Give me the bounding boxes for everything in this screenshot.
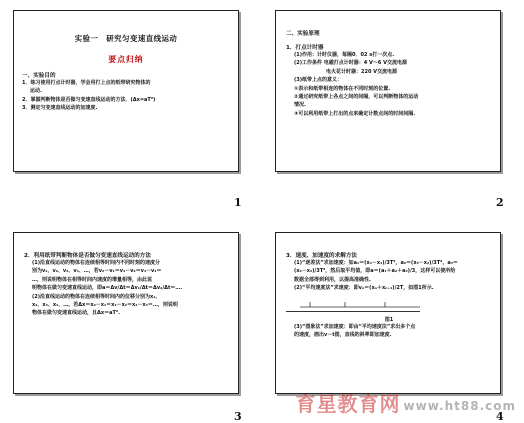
text-line: 明物体在做匀变速直线运动，即a＝Δv/Δt＝Δv₁/Δt＝Δv₂/Δt＝…. (32, 285, 183, 292)
watermark-text: 育星教育网 (295, 392, 401, 416)
text-line: ②通过研究纸带上各点之间的间隔，可以判断物体的运动 (294, 94, 419, 101)
text-line: ①表示和纸带相连的物体在不同时刻的位置. (294, 85, 391, 92)
text-line: 别为v₁、v₂、v₃、v₄、…，若v₂－v₁＝v₃－v₂＝v₄－v₃＝ (32, 268, 162, 275)
tape-diagram (300, 299, 420, 309)
text-line: (1)作用：计时仪器，每隔0．02 s打一次点. (294, 52, 395, 58)
text-line: 运动. (30, 88, 42, 95)
figure-label: 图1 (384, 316, 394, 323)
slide-4 (275, 232, 501, 394)
slide-3 (13, 232, 239, 394)
text-line: 的速度，画出v－t图，直线的斜率即加速度. (294, 332, 392, 339)
text-line: 1．练习使用打点计时器，学会用打上点的纸带研究物体的 (22, 80, 151, 86)
text-line: (1)沿直线运动的物体在连续相等时间内不同时刻的速度分 (32, 260, 161, 266)
text-line: 3．测定匀变速直线运动的加速度. (22, 105, 98, 112)
text-line: 情况. (294, 102, 306, 109)
figure-strip (286, 299, 420, 312)
text-line: (1)“逐差法”求加速度：如a₁＝(x₄－x₁)/3T²，a₂＝(x₅－x₂)/3T²，a₃＝ (294, 260, 458, 266)
section-heading: 3．速度、加速度的求解方法 (286, 253, 358, 259)
page-number: 2 (496, 196, 504, 209)
page-number: 3 (234, 410, 242, 423)
text-line: (3)纸带上点的意义： (294, 77, 343, 84)
text-line: 2．掌握判断物体是否做匀变速直线运动的方法．(Δx=aT²) (22, 96, 156, 103)
slide-title: 实验一 研究匀变速直线运动 (74, 34, 178, 43)
slide-subtitle: 要点归纳 (108, 55, 144, 64)
text-line: 数据全部得到利用，以提高准确性. (294, 276, 371, 283)
slide-2 (275, 10, 501, 172)
text-line: (x₆－x₃)/3T²，然后取平均值，即a＝(a₁＋a₂＋a₃)/3，这样可以使所给 (294, 268, 456, 275)
text-line: (2)工作条件 电磁打点计时器：4 V～6 V交流电源 (294, 60, 407, 67)
subsection-heading: 1．打点计时器 (286, 45, 324, 51)
section-heading: 二、实验原理 (286, 31, 320, 37)
page-number: 1 (234, 196, 242, 209)
text-line: (2)“平均速度法”求速度：即vₙ＝(xₙ＋xₙ₊₁)/2T，如图1所示. (294, 285, 434, 292)
slide-1 (13, 10, 239, 172)
page-number: 4 (496, 410, 504, 423)
text-line: …，则说明物体在相等时间内速度的增量相等，由此说 (32, 276, 153, 283)
text-line: 物体在做匀变速直线运动，且Δx＝aT². (32, 310, 120, 317)
text-line: x₂、x₃、x₄、…，若Δx＝x₂－x₁＝x₃－x₂＝x₄－x₃＝…，则说明 (32, 302, 178, 309)
section-heading: 一、实验目的 (22, 73, 56, 79)
watermark-url: www.ht88.com (403, 398, 516, 413)
text-line: (2)沿直线运动的物体在连续相等时间内的位移分别为x₁、 (32, 293, 161, 300)
watermark (296, 388, 516, 417)
text-line: ③可以利用纸带上打出的点来确定计数点间的时间间隔. (294, 110, 416, 117)
section-heading: 2．利用纸带判断物体是否做匀变速直线运动的方法 (24, 253, 151, 259)
text-line: 电火花计时器：220 V交流电源 (326, 68, 398, 75)
text-line: (3)“图象法”求加速度：即由“平均速度法”求出多个点 (294, 323, 416, 330)
